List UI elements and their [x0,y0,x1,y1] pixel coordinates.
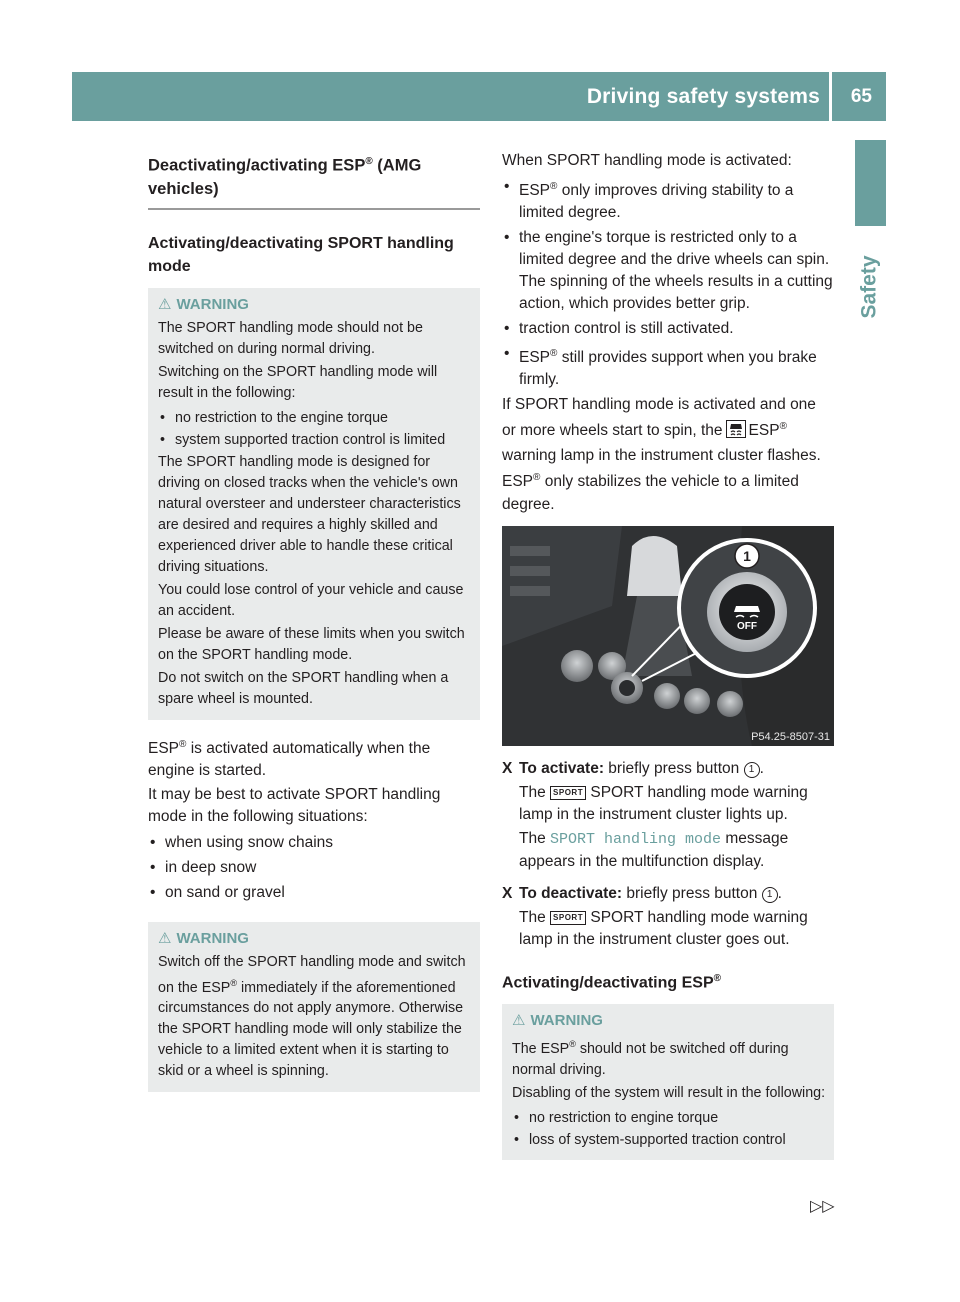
warning-text: Please be aware of these limits when you switch on the SPORT handling mode. [158,625,465,663]
warning-text: Switch off the SPORT handling mode and switch on the ESP® immediately if the aforementioned circumstances do not apply anymore. Otherwise the SPORT handling mode will only stabilize the vehicle to a limited extent when it is starting to skid or a wheel is spinning. [158,953,466,1080]
body-text: It may be best to activate SPORT handling mode in the following situations: [148,785,441,825]
console-photo [502,526,834,746]
display-message: SPORT handling mode [550,830,722,848]
situations-list [148,832,480,904]
warning-text: The ESP® should not be switched off during normal driving. [512,1038,789,1078]
page-header [72,72,886,121]
section-heading: Deactivating/activating ESP® (AMG vehicles) [148,150,480,210]
step-arrow-icon: X [502,759,513,777]
esp-warning-icon [726,420,746,445]
warning-text: You could lose control of your vehicle and cause an accident. [158,581,464,619]
section-label: Safety [858,255,881,319]
photo-reference: P54.25-8507-31 [751,730,830,743]
list-item: • in deep snow [148,857,480,879]
warning-box [502,1004,834,1160]
warning-list [158,408,472,451]
svg-text:1: 1 [743,547,751,564]
subheading-sport-mode: Activating/deactivating SPORT handling mode [148,234,454,275]
sport-lamp-icon: SPORT [550,786,586,800]
list-item: • loss of system-supported traction control [512,1130,826,1151]
list-item: • when using snow chains [148,832,480,854]
chapter-title: Driving safety systems [586,85,820,108]
body-text: When SPORT handling mode is activated: [502,152,792,169]
list-item: • no restriction to the engine torque [158,408,472,429]
warning-text: Do not switch on the SPORT handling when a spare wheel is mounted. [158,669,449,707]
list-item: • system supported traction control is limited [158,430,472,451]
left-column [148,150,480,1102]
warning-title: ⚠ WARNING [158,929,249,947]
list-item: • the engine's torque is restricted only to a limited degree and the drive wheels can spin. The spinning of the wheels results in a cutting action, which provides better grip. [502,227,834,315]
warning-box [148,922,480,1093]
warning-triangle-icon: ⚠ [158,295,172,313]
warning-triangle-icon: ⚠ [512,1011,526,1029]
activate-step: X To activate: briefly press button 1 . The SPORT SPORT handling mode warning lamp in the instrument cluster lights up. The SPORT handling mode message appears in the multifunction display. [502,759,808,870]
warning-list [512,1108,826,1151]
body-text: If SPORT handling mode is activated and one or more wheels start to spin, the ESP® warning lamp in the instrument cluster flashes. ESP® only stabilizes the vehicle to a limited degree. [502,396,821,513]
warning-text: Disabling of the system will result in the following: [512,1084,826,1101]
header-divider [829,72,832,121]
section-tab [855,140,886,226]
list-item: • ESP® only improves driving stability to a limited degree. [502,176,834,224]
deactivate-step: X To deactivate: briefly press button 1 . The SPORT SPORT handling mode warning lamp in the instrument cluster goes out. [502,884,808,948]
button-reference: 1 [762,887,778,903]
warning-text: The SPORT handling mode should not be switched on during normal driving. [158,319,423,357]
warning-title: ⚠ WARNING [512,1011,603,1029]
list-item: • traction control is still activated. [502,318,834,340]
button-reference: 1 [744,762,760,778]
warning-triangle-icon: ⚠ [158,929,172,947]
continued-arrows-icon: ▷▷ [810,1198,835,1215]
body-text: ESP® is activated automatically when the engine is started. [148,738,431,779]
warning-text: Switching on the SPORT handling mode will result in the following: [158,363,438,401]
list-item: • ESP® still provides support when you brake firmly. [502,343,834,391]
svg-text:OFF: OFF [737,620,757,632]
list-item: • no restriction to engine torque [512,1108,826,1129]
console-illustration [502,526,834,746]
subheading-esp: Activating/deactivating ESP® [502,972,721,991]
warning-title: ⚠ WARNING [158,295,249,313]
sport-effects-list [502,176,834,391]
step-arrow-icon: X [502,884,513,902]
warning-text: The SPORT handling mode is designed for driving on closed tracks when the vehicle's own natural oversteer and understeer characteristics are desired and requires a highly skilled and experienced driver able to handle these critical driving situations. [158,453,461,575]
list-item: • on sand or gravel [148,882,480,904]
page-number: 65 [850,86,872,107]
sport-lamp-icon: SPORT [550,911,586,925]
warning-box [148,288,480,720]
right-column [502,150,834,1170]
